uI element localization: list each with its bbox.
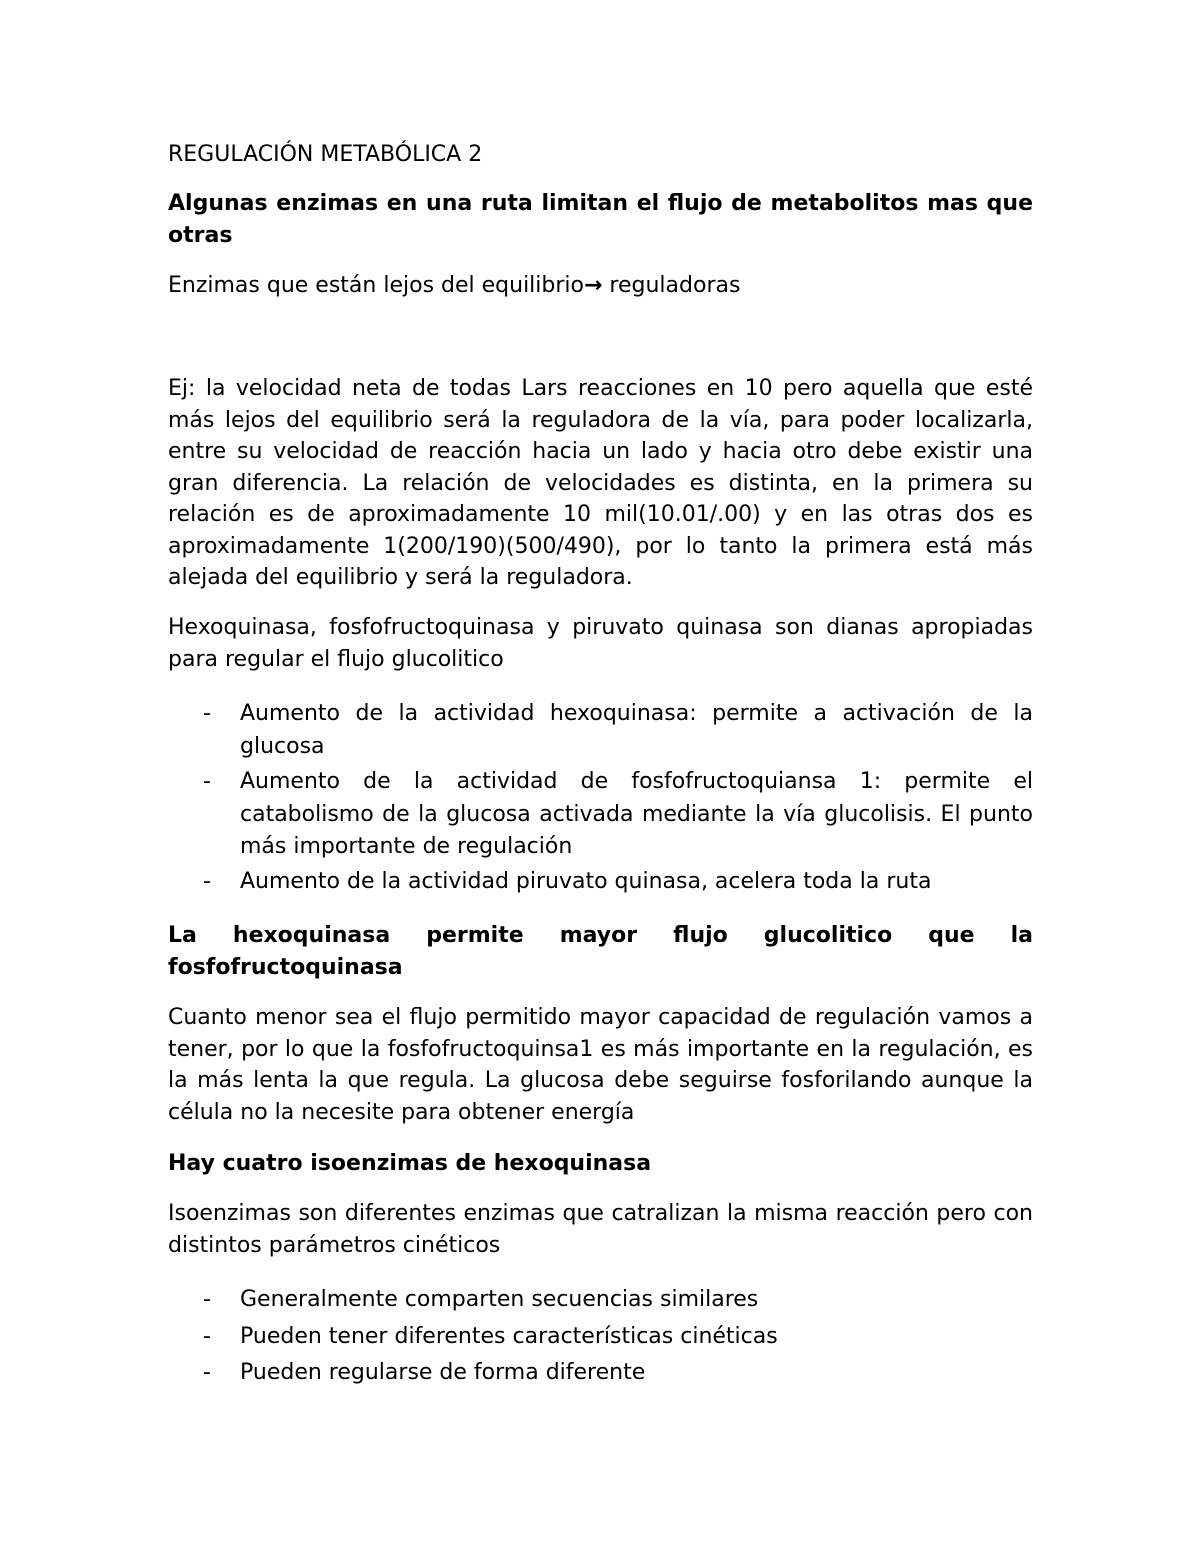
dash-bullet-icon: - [203, 868, 211, 894]
list-item [168, 1284, 1033, 1317]
list-item [168, 866, 1033, 899]
list-item-text: Aumento de la actividad hexoquinasa: permite a activación de la glucosa [240, 701, 1033, 759]
paragraph-flujo-permitido: Cuanto menor sea el flujo permitido mayor capacidad de regulación vamos a tener, por lo que la fosfofructoquinsa1 es más importante en la regulación, es la más lenta la que regula. La glucosa debe seguirse fosforilando aunque la célula no la necesite para obtener energía [168, 1005, 1033, 1125]
right-arrow-icon: → [584, 273, 603, 298]
heading-hexoquinasa-flujo: La hexoquinasa permite mayor flujo glucolitico que la fosfofructoquinasa [168, 923, 1033, 980]
dash-bullet-icon: - [203, 1287, 211, 1312]
dash-bullet-icon: - [203, 769, 211, 794]
list-item [168, 1357, 1033, 1390]
list-item [168, 766, 1033, 864]
list-item [168, 1321, 1033, 1354]
heading-enzimas-limitan: Algunas enzimas en una ruta limitan el flujo de metabolitos mas que otras [168, 191, 1033, 248]
list-isoenzimas [168, 1284, 1033, 1390]
line-enzimas-equilibrio-tail: reguladoras [602, 273, 741, 298]
dash-bullet-icon: - [203, 1360, 211, 1385]
list-item-text: Aumento de la actividad de fosfofructoquiansa 1: permite el catabolismo de la glucosa activada mediante la vía glucolisis. El punto más importante de regulación [240, 769, 1033, 859]
list-item-text: Aumento de la actividad piruvato quinasa, acelera toda la ruta [240, 868, 932, 894]
paragraph-isoenzimas-definicion: Isoenzimas son diferentes enzimas que catralizan la misma reacción pero con distintos parámetros cinéticos [168, 1201, 1033, 1258]
paragraph-ejemplo-velocidad: Ej: la velocidad neta de todas Lars reacciones en 10 pero aquella que esté más lejos del equilibrio será la reguladora de la vía, para poder localizarla, entre su velocidad de reacción hacia un lado y hacia otro debe existir una gran diferencia. La relación de velocidades es distinta, en la primera su relación es de aproximadamente 10 mil(10.01/.00) y en las otras dos es aproximadamente 1(200/190)(500/490), por lo tanto la primera está más alejada del equilibrio y será la reguladora. [168, 376, 1033, 590]
document-title: REGULACIÓN METABÓLICA 2 [168, 142, 483, 167]
heading-isoenzimas: Hay cuatro isoenzimas de hexoquinasa [168, 1151, 652, 1176]
list-item-text: Pueden regularse de forma diferente [240, 1360, 646, 1385]
dash-bullet-icon: - [203, 701, 211, 726]
list-item-text: Pueden tener diferentes características cinéticas [240, 1323, 778, 1349]
list-item-text: Generalmente comparten secuencias similares [240, 1287, 759, 1312]
line-enzimas-equilibrio [168, 270, 1033, 302]
paragraph-dianas: Hexoquinasa, fosfofructoquinasa y piruvato quinasa son dianas apropiadas para regular el flujo glucolitico [168, 615, 1033, 672]
list-item [168, 698, 1033, 763]
list-aumento-actividad [168, 698, 1033, 898]
line-enzimas-equilibrio-text: Enzimas que están lejos del equilibrio [168, 273, 584, 298]
dash-bullet-icon: - [203, 1323, 211, 1349]
